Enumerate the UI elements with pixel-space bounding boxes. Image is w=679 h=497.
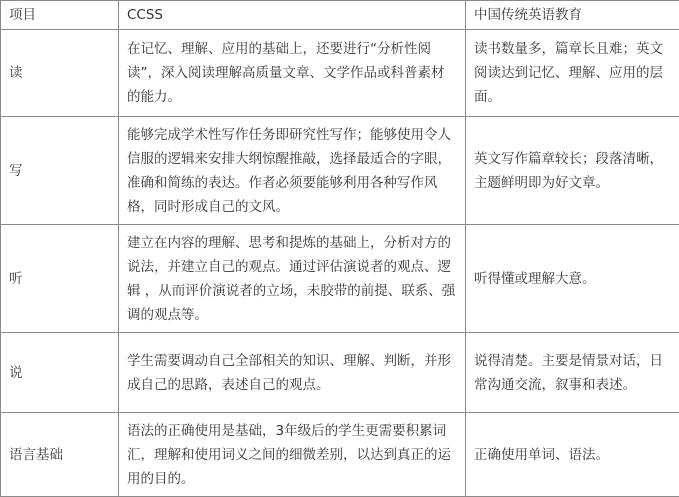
row-item-cell: 写 — [1, 117, 119, 225]
row-item-cell: 说 — [1, 333, 119, 413]
row-ccss-cell: 语法的正确使用是基础，3年级后的学生更需要积累词汇，理解和使用词义之间的细微差别，以达到真正的运用的目的。 — [119, 413, 466, 497]
table-row-reading — [1, 30, 679, 117]
row-china-cell: 听得懂或理解大意。 — [466, 225, 679, 333]
row-ccss-cell: 在记忆、理解、应用的基础上，还要进行“分析性阅读”，深入阅读理解高质量文章、文学作品或科普素材的能力。 — [119, 30, 466, 117]
row-china-cell: 英文写作篇章较长；段落清晰，主题鲜明即为好文章。 — [466, 117, 679, 225]
table-header-row — [1, 1, 679, 30]
row-item-cell: 读 — [1, 30, 119, 117]
row-ccss-cell: 建立在内容的理解、思考和提炼的基础上，分析对方的说法，并建立自己的观点。通过评估演说者的观点、逻辑 ，从而评价演说者的立场，未胶带的前提、联系、强调的观点等。 — [119, 225, 466, 333]
header-item: 项目 — [1, 1, 119, 30]
row-item-cell: 听 — [1, 225, 119, 333]
table-row-listening — [1, 225, 679, 333]
row-china-cell: 说得清楚。主要是情景对话，日常沟通交流，叙事和表述。 — [466, 333, 679, 413]
table-row-speaking — [1, 333, 679, 413]
header-china-traditional: 中国传统英语教育 — [466, 1, 679, 30]
row-china-cell: 正确使用单词、语法。 — [466, 413, 679, 497]
row-ccss-cell: 学生需要调动自己全部相关的知识、理解、判断，并形成自己的思路，表述自己的观点。 — [119, 333, 466, 413]
header-ccss: CCSS — [119, 1, 466, 30]
table-row-writing — [1, 117, 679, 225]
row-ccss-cell: 能够完成学术性写作任务即研究性写作；能够使用令人信服的逻辑来安排大纲惊醒推敲，选择最适合的字眼，准确和简练的表达。作者必须要能够利用各种写作风格，同时形成自己的文风。 — [119, 117, 466, 225]
row-item-cell: 语言基础 — [1, 413, 119, 497]
table-row-language-basics — [1, 413, 679, 497]
row-china-cell: 读书数量多，篇章长且难；英文阅读达到记忆、理解、应用的层面。 — [466, 30, 679, 117]
